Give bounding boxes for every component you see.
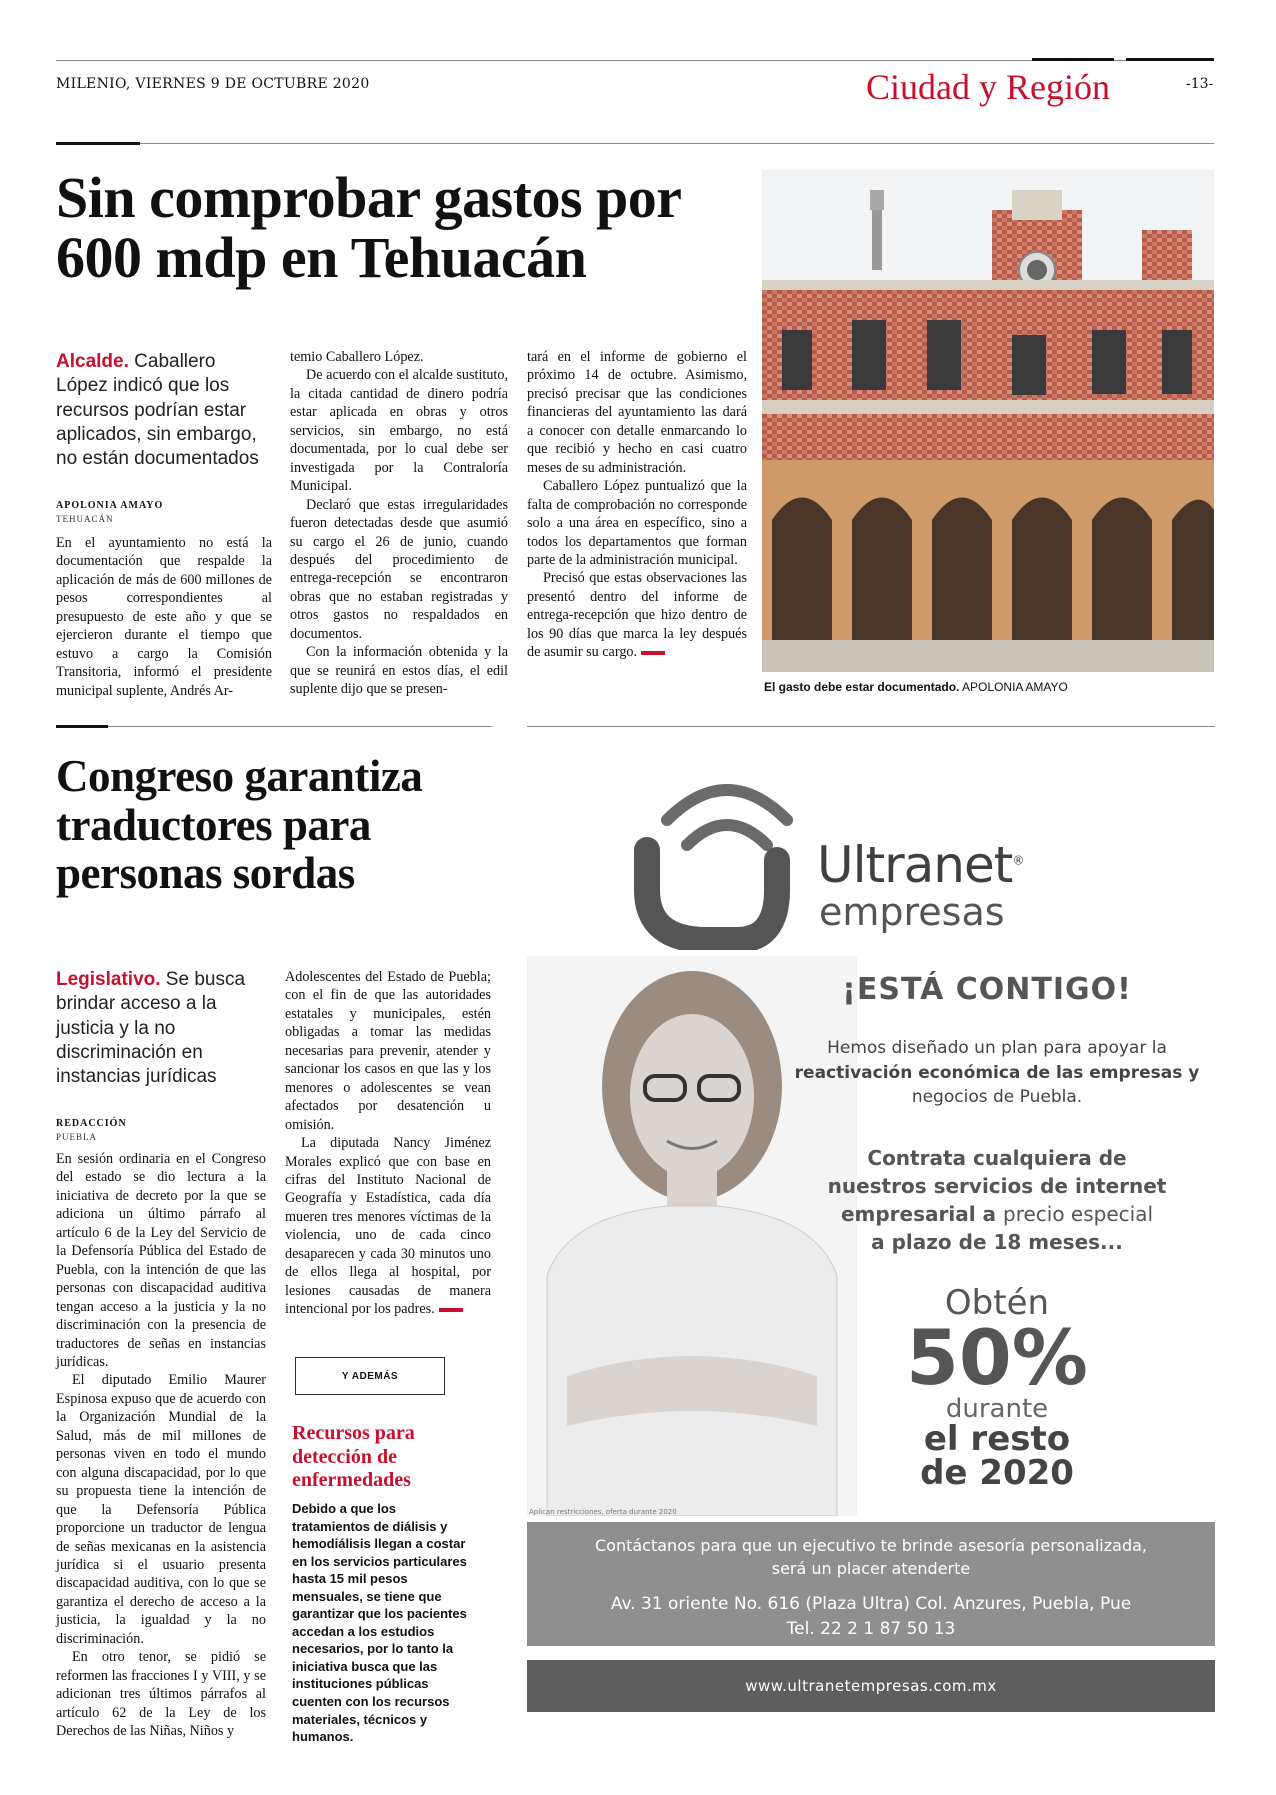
ad-body-2 xyxy=(797,1144,1197,1256)
ad-line: Contrata cualquiera de xyxy=(867,1146,1127,1170)
end-mark xyxy=(641,651,665,655)
ad-promo-line: de 2020 xyxy=(920,1453,1074,1493)
story2-column-1 xyxy=(56,1150,266,1741)
ad-brand-sub: empresas xyxy=(819,890,1005,934)
story2-headline-line: personas sordas xyxy=(56,848,355,899)
paragraph: En otro tenor, se pidió se reformen las fracciones I y VIII, y se adicionan tres últimos párrafos al artículo 62 de la Ley de los Derechos de las Niñas, Niños y xyxy=(56,1649,266,1740)
ad-address-line: Av. 31 oriente No. 616 (Plaza Ultra) Col. Anzures, Puebla, Pue xyxy=(610,1594,1132,1615)
ad-line-text: empresarial a xyxy=(840,1202,1003,1226)
ad-promo-line: durante xyxy=(945,1394,1049,1424)
ad-line: nuestros servicios de internet xyxy=(827,1174,1167,1198)
story1-column-1 xyxy=(56,534,272,700)
paragraph: Con la información obtenida y la que se reunirá en estos días, el edil suplente dijo que se presen- xyxy=(290,644,508,698)
story1-dek xyxy=(56,350,266,472)
top-accent-bar xyxy=(1032,58,1114,61)
ad-promo-line: Obtén xyxy=(944,1283,1050,1323)
paragraph: Caballero López puntualizó que la falta de comprobación no corresponde solo a una área en específico, sino a todos los departamentos que forman parte de la administración municipal. xyxy=(527,478,747,568)
story-divider-accent xyxy=(56,725,108,728)
paragraph: En sesión ordinaria en el Congreso del estado se dio lectura a la iniciativa de decreto por la que se adiciona un último párrafo al artículo 6 de la Ley del Servicio de la Defensoría Pública del Estado de Puebla, con la intención de que las personas con discapacidad auditiva tengan acceso a la justicia y la no discriminación con la presencia de traductores de señas en instancias jurídicas. xyxy=(56,1151,266,1370)
ultranet-advertisement xyxy=(527,746,1215,1716)
ad-line: negocios de Puebla. xyxy=(911,1087,1083,1108)
story2-kicker: Legislativo. xyxy=(56,969,161,990)
ad-brand-reg: ® xyxy=(1012,853,1024,868)
ad-line: Hemos diseñado un plan para apoyar la xyxy=(827,1038,1167,1058)
story2-dek xyxy=(56,968,246,1090)
section-title: Ciudad y Región xyxy=(866,67,1110,107)
paragraph: temio Caballero López. xyxy=(290,349,424,365)
ad-line: a plazo de 18 meses... xyxy=(871,1230,1123,1254)
header-rule xyxy=(56,143,1214,144)
paragraph: tará en el informe de gobierno el próximo 14 de octubre. Asimismo, precisó precisar que las condiciones financieras del ayuntamiento las dará a conocer con detalle enmarcando lo que recibió y hecho en casi cuatro meses de su administración. xyxy=(527,349,747,476)
ad-promo-percent: 50% xyxy=(906,1313,1088,1402)
building-illustration xyxy=(762,170,1214,672)
story1-column-3 xyxy=(527,348,747,662)
story2-dek-text: Se busca brindar acceso a la justicia y la no discriminación en instancias jurídicas xyxy=(56,969,246,1088)
masthead-date: MILENIO, VIERNES 9 DE OCTUBRE 2020 xyxy=(56,76,370,92)
ad-promo-line: el resto xyxy=(923,1419,1071,1459)
ad-phone: Tel. 22 2 1 87 50 13 xyxy=(786,1619,956,1640)
top-accent-bar xyxy=(1126,58,1214,61)
paragraph-text: Precisó que estas observaciones las presentó dentro del informe de entrega-recepción que hizo dentro de los 90 días que marca la ley después de asumir su cargo. xyxy=(527,570,747,661)
page-number: -13- xyxy=(1186,76,1214,92)
paragraph: En el ayuntamiento no está la documentación que respalde la aplicación de más de 600 millones de pesos correspondientes al presupuesto de este año y que se ejercieron durante el tiempo que estuvo a cargo la Comisión Transitoria, informó el presidente municipal suplente, Andrés Ar- xyxy=(56,535,272,699)
ad-line-text: precio especial xyxy=(1003,1202,1154,1226)
paragraph xyxy=(527,569,747,661)
sidebar-headline: Recursos para detección de enfermedades xyxy=(292,1422,415,1492)
story2-headline-line: traductores para xyxy=(56,799,371,850)
ad-line: reactivación económica de las empresas y xyxy=(794,1062,1200,1083)
story2-headline-line: Congreso garantiza xyxy=(56,751,423,801)
sidebar-body: Debido a que los tratamientos de diálisis y hemodiálisis llegan a costar en los servicios particulares hasta 15 mil pesos mensuales, se tiene que garantizar que los pacientes accedan a los estudios necesarios, por lo tanto la iniciativa busca que las instituciones públicas cuenten con los recursos materiales, técnicos y humanos. xyxy=(292,1501,467,1745)
story2-column-2 xyxy=(285,968,491,1319)
ad-contact-line: Contáctanos para que un ejecutivo te brinde asesoría personalizada, xyxy=(595,1536,1147,1555)
y-ademas-box: Y ADEMÁS xyxy=(295,1357,445,1395)
ad-url: www.ultranetempresas.com.mx xyxy=(745,1677,997,1695)
story1-dek-text: Caballero López indicó que los recursos podrían estar aplicados, sin embargo, no están documentados xyxy=(56,351,259,470)
ad-promo xyxy=(867,1283,1127,1493)
ad-brand-text: Ultranet xyxy=(817,836,1013,894)
ad-url-band xyxy=(527,1660,1215,1712)
story1-dateline: TEHUACÁN xyxy=(56,514,114,524)
story1-kicker: Alcalde. xyxy=(56,351,129,372)
story2-headline xyxy=(56,752,516,898)
story1-headline xyxy=(56,165,756,290)
ad-body-1 xyxy=(787,1036,1207,1110)
end-mark xyxy=(439,1308,463,1312)
municipal-palace-photo xyxy=(762,170,1214,672)
paragraph: De acuerdo con el alcalde sustituto, la citada cantidad de dinero podría estar aplicada en obras y otros servicios, sin embargo, no está documentada, por lo cual debe ser investigada por la Contraloría Municipal. xyxy=(290,367,508,495)
ad-fineprint: Aplican restricciones, oferta durante 2020 xyxy=(529,1508,677,1516)
ad-address xyxy=(527,1592,1215,1641)
photo-caption xyxy=(764,680,1068,694)
paragraph: Adolescentes del Estado de Puebla; con el fin de que las autoridades estatales y municipales, estén obligadas a tomar las medidas necesarias para prevenir, atender y sancionar los casos en que las y los menores o adolescentes se vean afectados por desatención u omisión. xyxy=(285,969,491,1133)
paragraph: Declaró que estas irregularidades fueron detectadas desde que asumió su cargo el 26 de junio, cuando después del procedimiento de entrega-recepción se encontraron obras que no estaban registradas y otros gastos no respaldados en documentos. xyxy=(290,496,508,642)
story-divider xyxy=(56,726,492,727)
story1-headline-line: 600 mdp en Tehuacán xyxy=(56,224,587,290)
story1-byline: APOLONIA AMAYO xyxy=(56,500,164,511)
header-accent-bar xyxy=(56,142,140,145)
ad-contact-band xyxy=(527,1522,1215,1646)
ultranet-logo-icon xyxy=(627,760,827,950)
story2-byline: REDACCIÓN xyxy=(56,1118,127,1129)
ad-contact-text xyxy=(527,1534,1215,1580)
ad-top-rule xyxy=(527,726,1215,727)
caption-bold: El gasto debe estar documentado. xyxy=(764,680,960,694)
story2-dateline: PUEBLA xyxy=(56,1132,98,1142)
paragraph: El diputado Emilio Maurer Espinosa expuso que de acuerdo con la Organización Mundial de la Salud, más de mil millones de personas viven en todo el mundo con alguna discapacidad, por lo que su propuesta tiene la intención de que la Defensoría Pública proporcione un traductor de lengua de señas mexicanas en la asistencia jurídica si el usuario presenta discapacidad auditiva, con lo que se garantiza el derecho de acceso a la justicia, la igualdad y la no discriminación. xyxy=(56,1372,266,1647)
paragraph-text: La diputada Nancy Jiménez Morales explicó que con base en cifras del Instituto Nacional de Geografía y Estadística, cada día mueren tres menores víctimas de la violencia, uno de cada cinco desaparecen y cada 30 minutos uno de ellos llega al hospital, por lesiones causadas de manera intencional por los padres. xyxy=(285,1135,491,1318)
caption-credit: APOLONIA AMAYO xyxy=(959,680,1068,694)
story1-column-2 xyxy=(290,348,508,699)
ad-tagline: ¡ESTÁ CONTIGO! xyxy=(842,972,1132,1007)
ad-line xyxy=(797,1200,1197,1228)
ad-brand xyxy=(817,836,1023,894)
ad-contact-line: será un placer atenderte xyxy=(771,1559,971,1579)
story1-headline-line: Sin comprobar gastos por xyxy=(56,165,682,230)
